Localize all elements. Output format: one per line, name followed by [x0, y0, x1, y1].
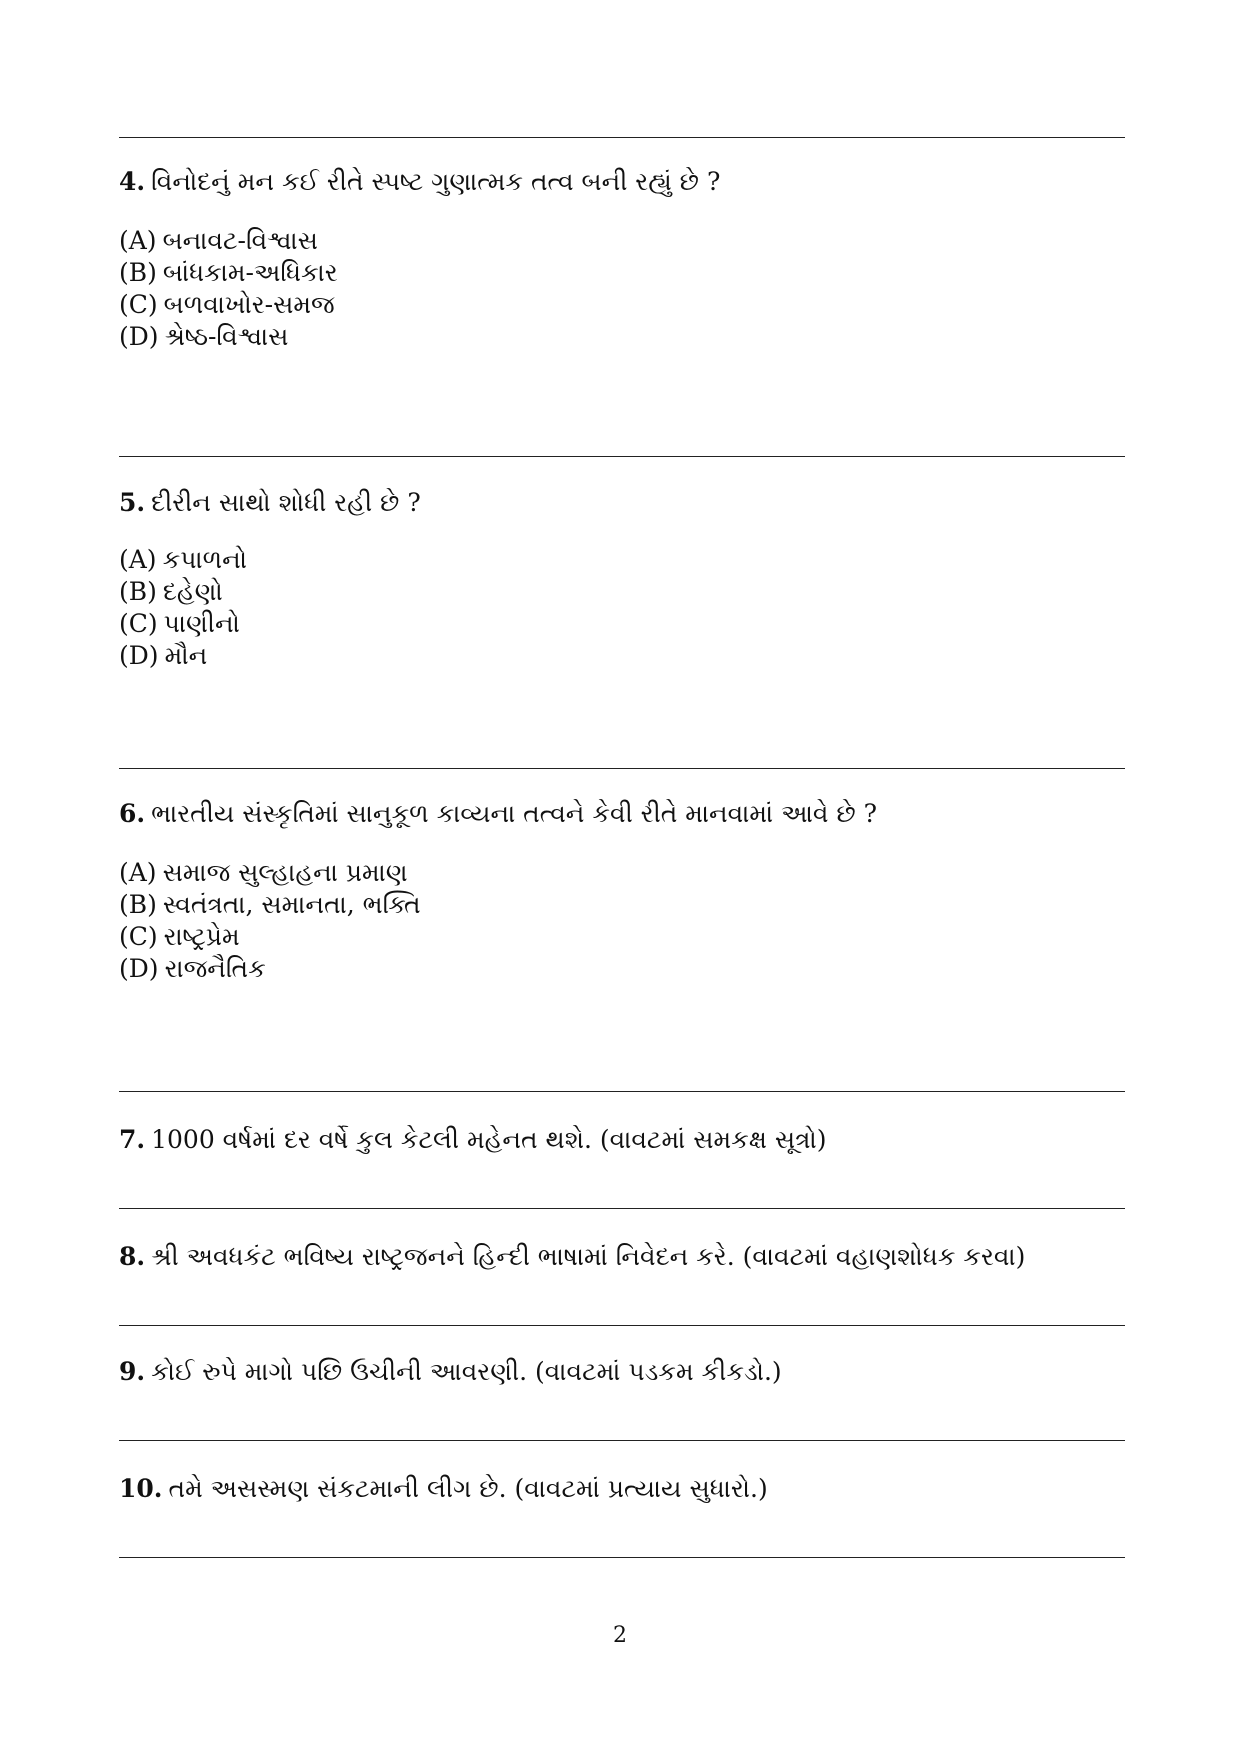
option-text: સ્વતંત્રતા, સમાનતા, ભક્તિ [162, 890, 421, 919]
question-text: વિનોદનું મન કઈ રીતે સ્પષ્ટ ગુણાત્મક તત્વ બની રહ્યું છે ? [151, 167, 721, 196]
option-text: રાજનૈતિક [164, 954, 266, 983]
option-b [119, 576, 919, 608]
question-text: તમે અસસ્મણ સંકટમાની લીગ છે. (વાવટમાં પ્રત્યાય સુધારો.) [168, 1474, 768, 1503]
question-number: 9. [119, 1357, 146, 1386]
question-number: 8. [119, 1242, 146, 1271]
question-text: 1000 વર્ષમાં દર વર્ષે કુલ કેટલી મહેનત થશે. (વાવટમાં સમકક્ષ સૂત્રો) [151, 1125, 827, 1154]
divider-after-q7 [119, 1208, 1125, 1209]
option-a [119, 544, 919, 576]
question-text: દીરીન સાથો શોધી રહી છે ? [151, 488, 421, 517]
question-9 [119, 1356, 1129, 1388]
question-4 [119, 166, 1129, 198]
question-7 [119, 1124, 1129, 1156]
option-text: શ્રેષ્ઠ-વિશ્વાસ [164, 322, 289, 351]
option-letter: (B) [119, 577, 157, 606]
option-a [119, 857, 919, 889]
divider-after-q6 [119, 1091, 1125, 1092]
option-text: બાંધકામ-અધિકાર [162, 258, 338, 287]
question-number: 5. [119, 488, 146, 517]
question-6-options [119, 857, 919, 985]
divider-after-q5 [119, 768, 1125, 769]
option-text: સમાજ સુલ્હાહના પ્રમાણ [162, 858, 408, 887]
option-letter: (A) [119, 545, 157, 574]
option-letter: (A) [119, 858, 157, 887]
option-letter: (B) [119, 258, 157, 287]
question-number: 6. [119, 799, 146, 828]
option-letter: (C) [119, 922, 158, 951]
option-letter: (D) [119, 954, 159, 983]
divider-after-q10 [119, 1557, 1125, 1558]
option-letter: (A) [119, 226, 157, 255]
question-8 [119, 1241, 1129, 1273]
option-text: કપાળનો [162, 545, 247, 574]
page-number: 2 [613, 1623, 627, 1648]
option-a [119, 225, 919, 257]
option-d [119, 953, 919, 985]
question-text: ભારતીય સંસ્કૃતિમાં સાનુકૂળ કાવ્યના તત્વને કેવી રીતે માનવામાં આવે છે ? [151, 799, 878, 828]
option-d [119, 321, 919, 353]
option-c [119, 921, 919, 953]
divider-after-q4 [119, 456, 1125, 457]
divider-top [119, 137, 1125, 138]
divider-after-q8 [119, 1325, 1125, 1326]
question-number: 4. [119, 167, 146, 196]
question-text: શ્રી અવધકંટ ભવિષ્ય રાષ્ટ્રજનને હિન્દી ભાષામાં નિવેદન કરે. (વાવટમાં વહાણશોધક કરવા) [151, 1242, 1026, 1271]
option-b [119, 257, 919, 289]
question-number: 10. [119, 1474, 163, 1503]
option-letter: (B) [119, 890, 157, 919]
option-text: બળવાખોર-સમજ [163, 290, 335, 319]
question-6 [119, 798, 1129, 830]
question-number: 7. [119, 1125, 146, 1154]
option-c [119, 289, 919, 321]
option-letter: (D) [119, 641, 159, 670]
option-letter: (C) [119, 290, 158, 319]
option-c [119, 608, 919, 640]
option-text: રાષ્ટ્રપ્રેમ [163, 922, 240, 951]
question-text: કોઈ રુપે માગો પછિ ઉચીની આવરણી. (વાવટમાં પડકમ કીકડો.) [151, 1357, 782, 1386]
question-4-options [119, 225, 919, 353]
option-text: પાણીનો [163, 609, 240, 638]
question-10 [119, 1473, 1129, 1505]
option-b [119, 889, 919, 921]
option-text: દહેણો [162, 577, 223, 606]
option-d [119, 640, 919, 672]
option-text: બનાવટ-વિશ્વાસ [162, 226, 318, 255]
question-5 [119, 487, 1129, 519]
question-5-options [119, 544, 919, 672]
option-text: મૌન [164, 641, 208, 670]
divider-after-q9 [119, 1440, 1125, 1441]
option-letter: (C) [119, 609, 158, 638]
option-letter: (D) [119, 322, 159, 351]
